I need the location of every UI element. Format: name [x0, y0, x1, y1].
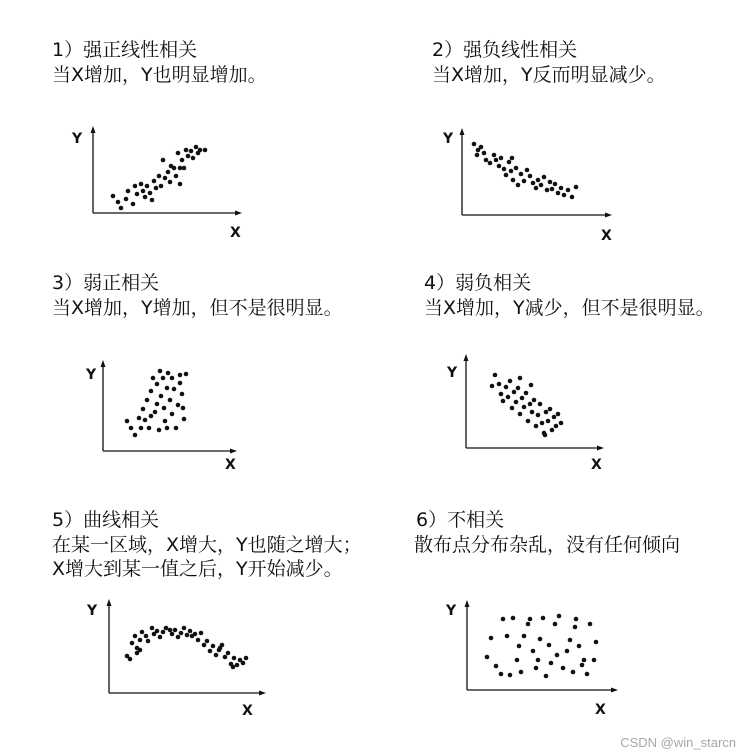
panel-description: 当X增加，Y反而明显减少。 — [432, 64, 666, 86]
y-axis-label: Y — [446, 603, 457, 619]
scatter-point — [573, 625, 578, 630]
scatter-point — [526, 622, 531, 627]
scatter-point — [511, 616, 516, 621]
scatter-point — [538, 637, 543, 642]
scatter-point — [557, 614, 562, 619]
y-axis-label: Y — [72, 131, 83, 147]
scatter-point — [561, 666, 566, 671]
scatter-point — [577, 644, 582, 649]
panel-description: 当X增加，Y减少，但不是很明显。 — [424, 297, 715, 319]
scatter-point — [528, 617, 533, 622]
panel-description-line-2: X增大到某一值之后，Y开始减少。 — [52, 558, 343, 580]
panel-description-line-1: 在某一区域，X增大，Y也随之增大； — [52, 534, 362, 556]
scatter-point — [541, 616, 546, 621]
scatter-point — [580, 663, 585, 668]
scatter-point — [499, 672, 504, 677]
panel-description: 当X增加，Y增加，但不是很明显。 — [52, 297, 343, 319]
x-axis-label: X — [591, 457, 602, 473]
scatter-point — [574, 617, 579, 622]
scatter-point — [534, 666, 539, 671]
y-axis-label: Y — [87, 603, 98, 619]
scatter-point — [588, 622, 593, 627]
y-axis-arrow-icon — [465, 600, 470, 607]
y-axis-label: Y — [86, 367, 97, 383]
x-axis-label: X — [242, 703, 253, 719]
x-axis-label: X — [230, 225, 241, 241]
panel-description: 当X增加，Y也明显增加。 — [52, 64, 267, 86]
x-axis-label: X — [595, 702, 606, 718]
scatter-point — [565, 649, 570, 654]
panel-title: 5）曲线相关 — [52, 509, 160, 531]
scatter-point — [549, 661, 554, 666]
scatter-point — [531, 649, 536, 654]
scatter-point — [592, 658, 597, 663]
scatter-point — [544, 674, 549, 679]
panel-title: 1）强正线性相关 — [52, 39, 198, 61]
y-axis-label: Y — [443, 131, 454, 147]
scatter-point — [553, 622, 558, 627]
scatter-point — [519, 670, 524, 675]
watermark: CSDN @win_starcn — [620, 735, 736, 750]
panel-title: 6）不相关 — [416, 509, 505, 531]
scatter-point — [522, 634, 527, 639]
scatter-point — [517, 644, 522, 649]
scatter-point — [489, 636, 494, 641]
x-axis-label: X — [225, 457, 236, 473]
scatter-point — [585, 672, 590, 677]
x-axis-label: X — [601, 228, 612, 244]
y-axis-label: Y — [447, 365, 458, 381]
scatter-point — [494, 664, 499, 669]
panel-title: 4）弱负相关 — [424, 272, 532, 294]
scatter-point — [536, 658, 541, 663]
scatter-point — [508, 673, 513, 678]
panel-title: 2）强负线性相关 — [432, 39, 578, 61]
scatter-point — [582, 658, 587, 663]
panel-description: 散布点分布杂乱，没有任何倾向 — [414, 534, 681, 556]
scatter-point — [547, 643, 552, 648]
scatter-point — [501, 617, 506, 622]
scatter-point — [515, 658, 520, 663]
panel-title: 3）弱正相关 — [52, 272, 160, 294]
scatter-point — [594, 640, 599, 645]
scatter-point — [485, 655, 490, 660]
scatter-point — [571, 670, 576, 675]
scatter-point — [568, 638, 573, 643]
scatter-point — [555, 653, 560, 658]
scatter-point — [505, 634, 510, 639]
x-axis-arrow-icon — [611, 688, 618, 693]
